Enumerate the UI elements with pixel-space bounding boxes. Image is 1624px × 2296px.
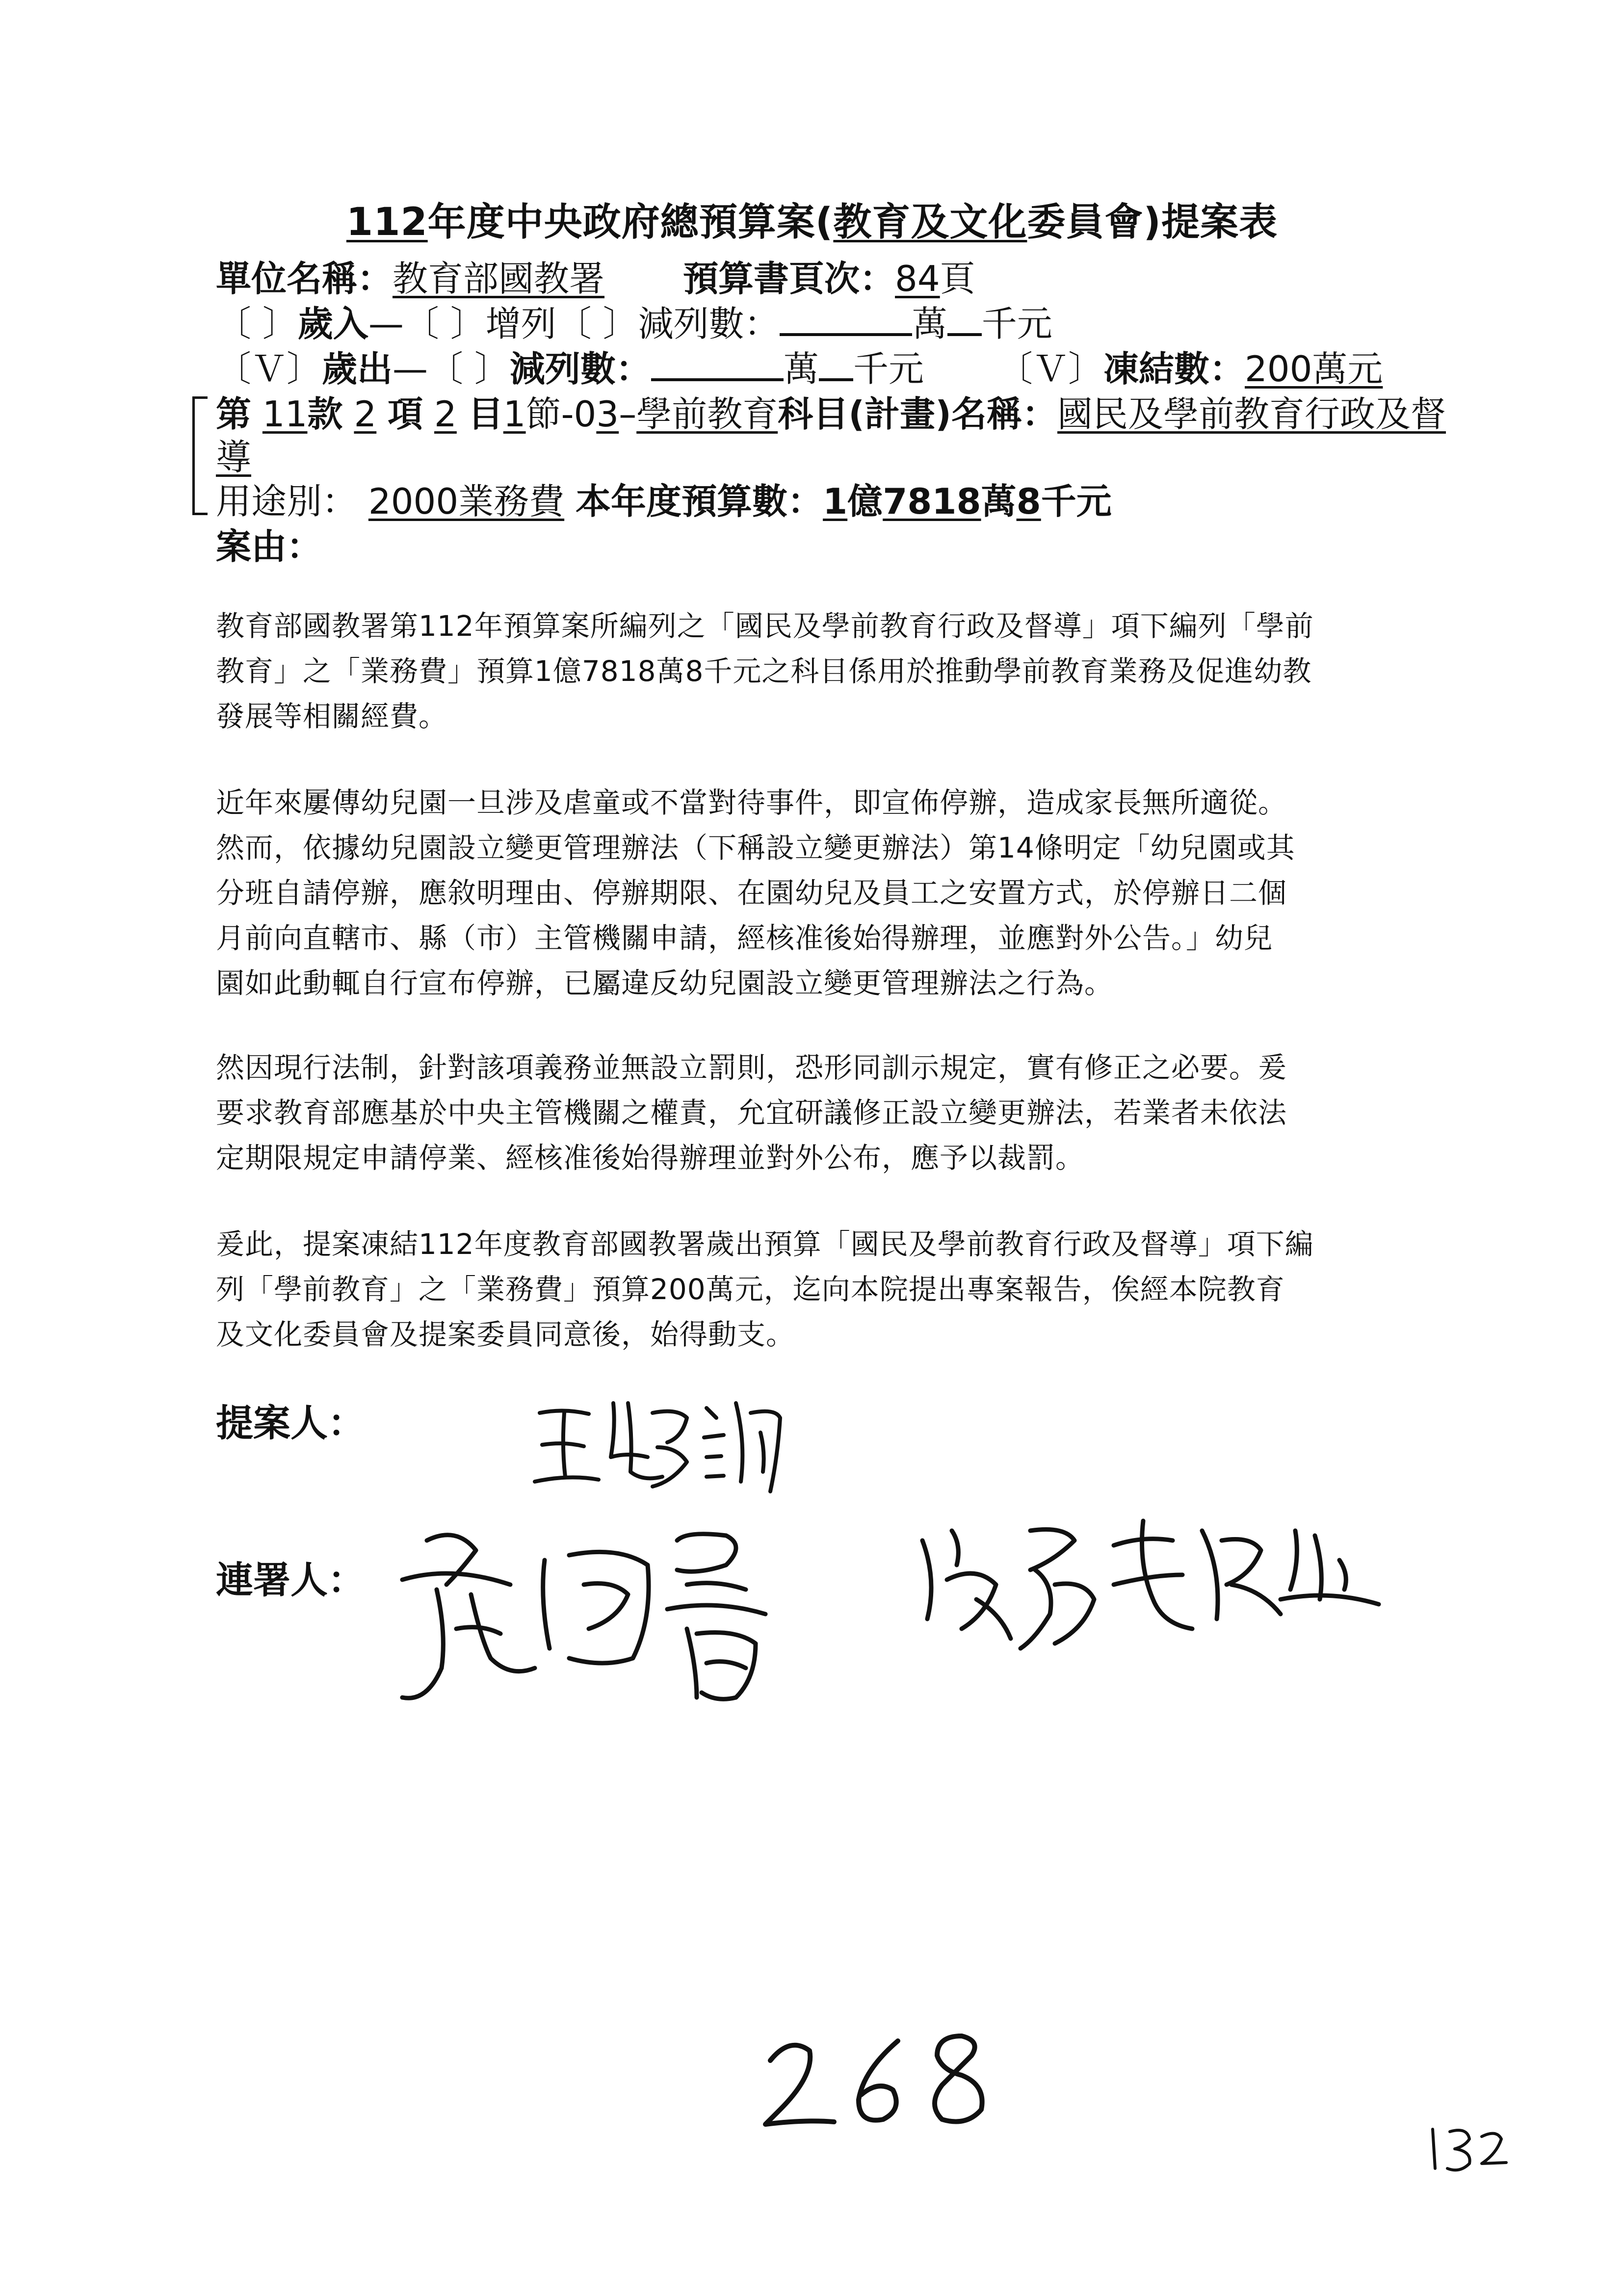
income-line bbox=[216, 300, 1052, 347]
income-qian-blank bbox=[947, 303, 982, 336]
reduce-label: 減列數： bbox=[509, 348, 651, 390]
income-wan: 萬 bbox=[912, 303, 947, 344]
proposer-name: 王婉諭 bbox=[530, 1383, 531, 1384]
title-committee: 教育及文化 bbox=[833, 200, 1027, 244]
income-qian: 千元 bbox=[981, 303, 1052, 344]
unit-line bbox=[216, 255, 975, 302]
income-rest: —〔 〕增列〔 〕減列數： bbox=[368, 303, 780, 344]
freeze-label: 凍結數： bbox=[1103, 348, 1245, 390]
jie-label: 節-0 bbox=[525, 393, 597, 435]
cosigner-signature-2 bbox=[908, 1501, 1398, 1658]
paragraph-1: 教育部國教署第112年預算案所編列之「國民及學前教育行政及督導」項下編列「學前 教育」之「業務費」預算1億7818萬8千元之科目係用於推動學前教育業務及促進幼教 發展等相關經費。 bbox=[216, 609, 1314, 733]
paragraph-2: 近年來屢傳幼兒園一旦涉及虐童或不當對待事件，即宣佈停辦，造成家長無所適從。 然而，依據幼兒園設立變更管理辦法（下稱設立變更辦法）第14條明定「幼兒園或其 分班自請停辦，應敘明理由、停辦期限、在園幼兒及員工之安置方式，於停辦日二個 月前向直轄市、縣（市）主管機關申請，經核准後始得辦理，並應對外公告。」幼兒 園如此動輒自行宣布停辦，已屬違反幼兒園設立變更管理辦法之行為。 bbox=[216, 786, 1295, 1000]
unit-label: 單位名稱： bbox=[216, 258, 393, 299]
expense-line bbox=[216, 345, 1383, 392]
freeze-value: 200萬元 bbox=[1245, 348, 1383, 390]
paragraph-4: 爰此，提案凍結112年度教育部國教署歲出預算「國民及學前教育行政及督導」項下編 列「學前教育」之「業務費」預算200萬元，迄向本院提出專案報告，俟經本院教育 及文化委員會及提案委員同意後，始得動支。 bbox=[216, 1227, 1314, 1351]
title-suffix: 委員會)提案表 bbox=[1027, 200, 1278, 244]
jie-value: 1 bbox=[503, 393, 526, 435]
income-bracket: 〔 〕 bbox=[216, 303, 298, 344]
subject-name-1: 國民及學前教育行政及督 bbox=[1057, 393, 1446, 435]
proposer-signature bbox=[530, 1383, 805, 1501]
expense-qian: 千元 bbox=[853, 348, 924, 390]
account-line bbox=[216, 391, 1446, 438]
kuan-value: 11 bbox=[262, 393, 308, 435]
page-value: 84 bbox=[895, 258, 940, 299]
cosigner-label: 連署人： bbox=[216, 1558, 365, 1602]
mu-label: 目 bbox=[468, 393, 503, 435]
purpose-value: 2000業務費 bbox=[368, 481, 565, 522]
income-label: 歲入 bbox=[297, 303, 368, 344]
left-bracket bbox=[192, 396, 208, 515]
budget-wan: 萬 bbox=[981, 481, 1017, 522]
expense-dash: —〔 〕 bbox=[393, 348, 510, 390]
proposer-label: 提案人： bbox=[216, 1401, 365, 1445]
handwritten-page-number bbox=[751, 2021, 1006, 2134]
expense-qian-blank bbox=[819, 348, 853, 381]
title-prefix: 年度中央政府總預算案( bbox=[427, 200, 834, 244]
income-wan-blank bbox=[780, 303, 912, 336]
unit-value: 教育部國教署 bbox=[393, 258, 605, 299]
cosigner-signature-1 bbox=[383, 1511, 898, 1717]
budget-line bbox=[216, 478, 1112, 525]
title-year: 112 bbox=[346, 200, 428, 244]
subject-name-2: 導 bbox=[216, 437, 252, 478]
budget-yi-value: 1 bbox=[823, 481, 848, 522]
di-label: 第 bbox=[216, 393, 252, 435]
subject-label: 科目(計畫)名稱： bbox=[778, 393, 1058, 435]
expense-label: 歲出 bbox=[322, 348, 393, 390]
expense-wan: 萬 bbox=[783, 348, 819, 390]
subject-short: 學前教育 bbox=[636, 393, 778, 435]
kuan-label: 款 bbox=[307, 393, 343, 435]
reason-label: 案由： bbox=[216, 526, 322, 567]
page-title bbox=[0, 191, 1624, 246]
paragraph-3: 然因現行法制，針對該項義務並無設立罰則，恐形同訓示規定，實有修正之必要。爰 要求教育部應基於中央主管機關之權責，允宜研議修正設立變更辦法，若業者未依法 定期限規定申請停業、經核准後始得辦理並對外公布，應予以裁罰。 bbox=[216, 1051, 1287, 1174]
jie-suffix: 3 bbox=[596, 393, 619, 435]
budget-qian: 千元 bbox=[1041, 481, 1112, 522]
handwritten-number-text: 268 bbox=[751, 2021, 752, 2022]
mu-value: 2 bbox=[434, 393, 457, 435]
xiang-label: 項 bbox=[388, 393, 423, 435]
corner-number-text: 132 bbox=[1423, 2119, 1424, 2120]
purpose-label: 用途別： bbox=[216, 481, 358, 522]
expense-bracket: 〔Ｖ〕 bbox=[216, 348, 322, 390]
xiang-value: 2 bbox=[354, 393, 377, 435]
cosigner-2-name: 張廖萬堅 bbox=[908, 1501, 910, 1502]
account-line-cont bbox=[216, 434, 251, 481]
cosigner-1-name: 黃國書 bbox=[383, 1511, 384, 1512]
page-label: 預算書頁次： bbox=[683, 258, 895, 299]
jie-dash: – bbox=[619, 393, 637, 435]
expense-wan-blank bbox=[651, 348, 784, 381]
page-unit: 頁 bbox=[940, 258, 975, 299]
budget-label: 本年度預算數： bbox=[576, 481, 823, 522]
corner-page-mark bbox=[1423, 2119, 1521, 2178]
freeze-bracket: 〔Ｖ〕 bbox=[997, 348, 1103, 390]
budget-yi: 億 bbox=[847, 481, 883, 522]
budget-qian-value: 8 bbox=[1016, 481, 1041, 522]
budget-wan-value: 7818 bbox=[883, 481, 981, 522]
